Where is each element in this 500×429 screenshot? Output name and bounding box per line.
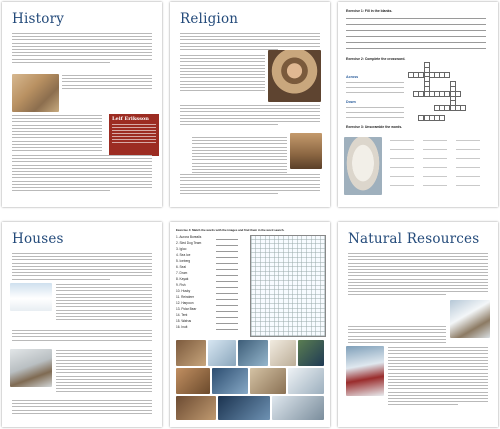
fishing-photo bbox=[346, 346, 384, 396]
answer-blank[interactable] bbox=[216, 277, 238, 282]
match-item: 3. Igloo bbox=[176, 247, 187, 251]
text-block bbox=[180, 174, 320, 196]
hunting-photo bbox=[450, 300, 490, 338]
exercise-4-heading: Exercise 4: Match the words with the images and find them in the word search. bbox=[176, 228, 285, 232]
crossword-cell[interactable] bbox=[450, 86, 456, 92]
text-block bbox=[348, 326, 446, 345]
exercise-3-heading: Exercise 3: Unscramble the words. bbox=[346, 125, 403, 129]
match-item: 10. Husky bbox=[176, 289, 191, 293]
page-religion bbox=[170, 2, 330, 207]
match-item: 15. Walrus bbox=[176, 319, 192, 323]
match-item: 5. Iceberg bbox=[176, 259, 191, 263]
match-item: 13. Polar Bear bbox=[176, 307, 197, 311]
exercise-1-heading: Exercise 1: Fill in the blanks. bbox=[346, 9, 393, 13]
answer-blank[interactable] bbox=[216, 235, 238, 240]
answer-blank[interactable] bbox=[216, 301, 238, 306]
exercise-2-heading: Exercise 2: Complete the crossword. bbox=[346, 57, 406, 61]
scrambled-word-blank bbox=[456, 158, 480, 159]
answer-blank[interactable] bbox=[216, 325, 238, 330]
scrambled-word-blank bbox=[390, 158, 414, 159]
match-item: 1. Aurora Borealis bbox=[176, 235, 202, 239]
scrambled-word-blank bbox=[390, 149, 414, 150]
scrambled-word-blank bbox=[456, 167, 480, 168]
text-block bbox=[12, 115, 102, 153]
crossword-grid bbox=[408, 62, 490, 122]
text-block bbox=[12, 155, 152, 193]
crossword-cell[interactable] bbox=[455, 91, 461, 97]
answer-blank[interactable] bbox=[216, 247, 238, 252]
page-houses bbox=[2, 222, 162, 427]
answer-blank[interactable] bbox=[216, 265, 238, 270]
match-item: 16. Inuit bbox=[176, 325, 188, 329]
match-item: 9. Fish bbox=[176, 283, 186, 287]
collage-photo-11 bbox=[218, 396, 270, 420]
scrambled-word-blank bbox=[390, 167, 414, 168]
text-block bbox=[56, 284, 152, 322]
collage-photo-2 bbox=[208, 340, 236, 366]
answer-blank[interactable] bbox=[216, 271, 238, 276]
across-heading: Across bbox=[346, 75, 359, 79]
page-title: Natural Resources bbox=[348, 231, 480, 247]
crossword-cell[interactable] bbox=[424, 67, 430, 73]
scrambled-word-blank bbox=[390, 185, 414, 186]
scrambled-word-blank bbox=[456, 185, 480, 186]
answer-blank[interactable] bbox=[216, 289, 238, 294]
shaman-portrait-image bbox=[268, 50, 321, 102]
tent-photo bbox=[10, 349, 52, 387]
scrambled-word-blank bbox=[456, 176, 480, 177]
down-heading: Down bbox=[346, 100, 356, 104]
scrambled-word-blank bbox=[423, 149, 447, 150]
collage-photo-6 bbox=[176, 368, 210, 394]
answer-blank[interactable] bbox=[216, 295, 238, 300]
answer-blank[interactable] bbox=[216, 319, 238, 324]
match-item: 4. Sea Ice bbox=[176, 253, 191, 257]
match-item: 7. Drum bbox=[176, 271, 188, 275]
collage-photo-7 bbox=[212, 368, 248, 394]
text-block bbox=[388, 347, 488, 408]
list-block bbox=[192, 137, 287, 175]
answer-blank[interactable] bbox=[216, 283, 238, 288]
text-block bbox=[348, 253, 488, 298]
answer-blank[interactable] bbox=[216, 307, 238, 312]
match-list bbox=[176, 235, 246, 335]
crossword-cell[interactable] bbox=[444, 72, 450, 78]
match-item: 8. Kayak bbox=[176, 277, 189, 281]
scrambled-word-blank bbox=[423, 140, 447, 141]
scrambled-word-blank bbox=[456, 140, 480, 141]
page-history bbox=[2, 2, 162, 207]
scrambled-word-blank bbox=[390, 140, 414, 141]
scrambled-word-blank bbox=[423, 176, 447, 177]
match-item: 14. Tent bbox=[176, 313, 188, 317]
polar-bear-photo bbox=[344, 137, 382, 195]
match-item: 11. Reindeer bbox=[176, 295, 195, 299]
text-block bbox=[12, 400, 152, 416]
collage-photo-3 bbox=[238, 340, 268, 366]
match-item: 12. Harpoon bbox=[176, 301, 194, 305]
answer-blank[interactable] bbox=[216, 259, 238, 264]
crossword-cell[interactable] bbox=[439, 115, 445, 121]
match-item: 2. Sled Dog Team bbox=[176, 241, 202, 245]
crossword-cell[interactable] bbox=[460, 105, 466, 111]
page-title: History bbox=[12, 11, 65, 27]
text-block bbox=[180, 105, 320, 127]
crossword-cell[interactable] bbox=[450, 100, 456, 106]
text-block bbox=[12, 253, 152, 282]
mask-image bbox=[290, 133, 322, 169]
scrambled-word-blank bbox=[456, 149, 480, 150]
text-block bbox=[12, 330, 152, 343]
text-block bbox=[56, 350, 152, 395]
page-title: Houses bbox=[12, 231, 64, 247]
answer-blank[interactable] bbox=[216, 241, 238, 246]
match-item: 6. Seal bbox=[176, 265, 186, 269]
collage-photo-9 bbox=[288, 368, 324, 394]
scrambled-words bbox=[390, 140, 490, 198]
scrambled-word-blank bbox=[423, 158, 447, 159]
caption-heading: Leif Eriksson bbox=[112, 116, 149, 122]
leif-eriksson-caption bbox=[109, 114, 159, 156]
scrambled-word-blank bbox=[390, 176, 414, 177]
text-block bbox=[180, 55, 265, 93]
word-search-grid bbox=[250, 235, 326, 337]
viking-map-image bbox=[12, 74, 59, 112]
page-matching bbox=[170, 222, 330, 427]
page-natural-resources bbox=[338, 222, 498, 427]
collage-photo-8 bbox=[250, 368, 286, 394]
text-block bbox=[62, 75, 152, 91]
scrambled-word-blank bbox=[423, 185, 447, 186]
collage-photo-10 bbox=[176, 396, 216, 420]
page-title: Religion bbox=[180, 11, 239, 27]
igloo-photo bbox=[10, 283, 52, 311]
collage-photo-5 bbox=[298, 340, 324, 366]
collage-photo-1 bbox=[176, 340, 206, 366]
text-block bbox=[12, 33, 152, 65]
collage-photo-4 bbox=[270, 340, 296, 366]
collage-photo-12 bbox=[272, 396, 324, 420]
answer-blank[interactable] bbox=[216, 253, 238, 258]
answer-blank[interactable] bbox=[216, 313, 238, 318]
scrambled-word-blank bbox=[423, 167, 447, 168]
page-worksheet bbox=[338, 2, 498, 207]
